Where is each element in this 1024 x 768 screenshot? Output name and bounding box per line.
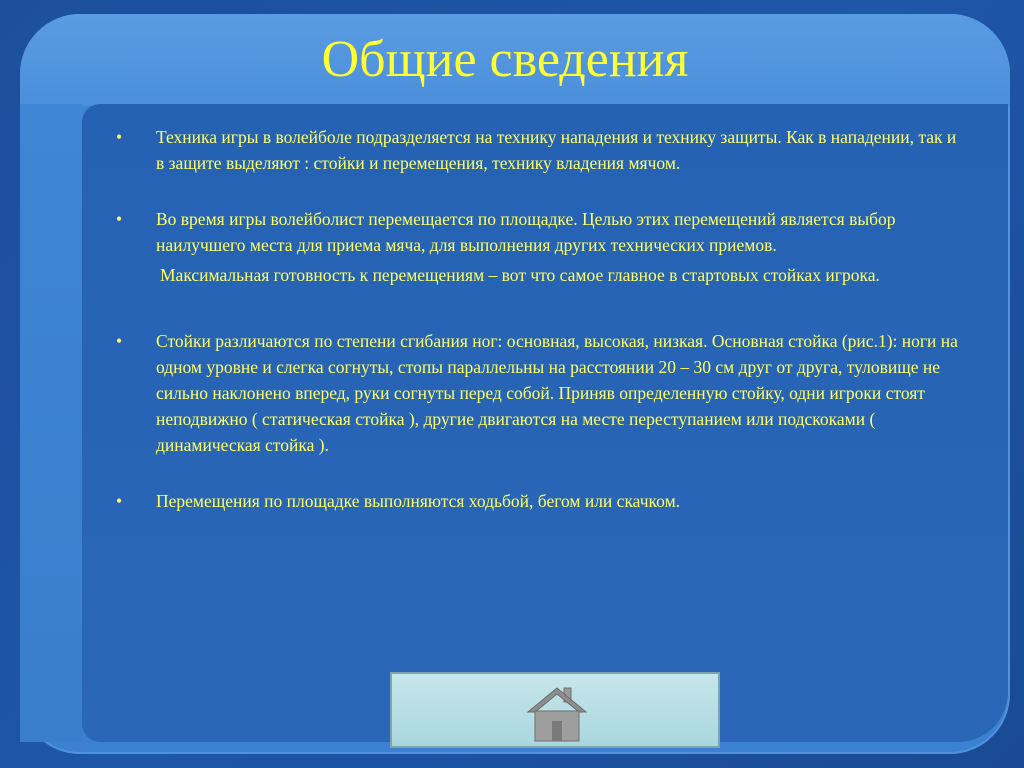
paragraph-text: Техника игры в волейболе подразделяется на технику нападения и технику защиты. Как в нападении, так и в защите выделяют : стойки и перемещения, технику владения мячом. xyxy=(156,127,957,173)
paragraph-text: Стойки различаются по степени сгибания ног: основная, высокая, низкая. Основная стойка (рис.1): ноги на одном уровне и слегка согнуты, стопы параллельны на расстоянии 20 – 30 см друг от друга, туловище не сильно наклонено вперед, руки согнуты перед собой. Приняв определенную стойку, одни игроки стоят неподвижно ( статическая стойка ), другие двигаются на месте переступанием или подскоками ( динамическая стойка ). xyxy=(156,331,958,455)
paragraph-text: Во время игры волейболист перемещается по площадке. Целью этих перемещений является выбор наилучшего места для приема мяча, для выполнения других технических приемов. xyxy=(156,209,896,255)
slide-title: Общие сведения xyxy=(321,31,689,88)
paragraph-text: Максимальная готовность к перемещениям – вот что самое главное в стартовых стойках игрока. xyxy=(160,265,880,285)
bullet: • xyxy=(116,127,123,147)
home-icon[interactable] xyxy=(524,684,590,742)
slide-body xyxy=(108,124,968,514)
bullet: • xyxy=(116,491,123,511)
left-strip xyxy=(20,104,82,742)
bullet: • xyxy=(116,209,123,229)
bullet: • xyxy=(116,331,123,351)
paragraph-text: Перемещения по площадке выполняются ходьбой, бегом или скачком. xyxy=(156,491,681,511)
paragraph-readiness xyxy=(108,262,968,288)
paragraph-stances xyxy=(108,328,968,458)
paragraph-movement xyxy=(108,206,968,258)
paragraph-techniques xyxy=(108,124,968,176)
paragraph-court-movement xyxy=(108,488,968,514)
